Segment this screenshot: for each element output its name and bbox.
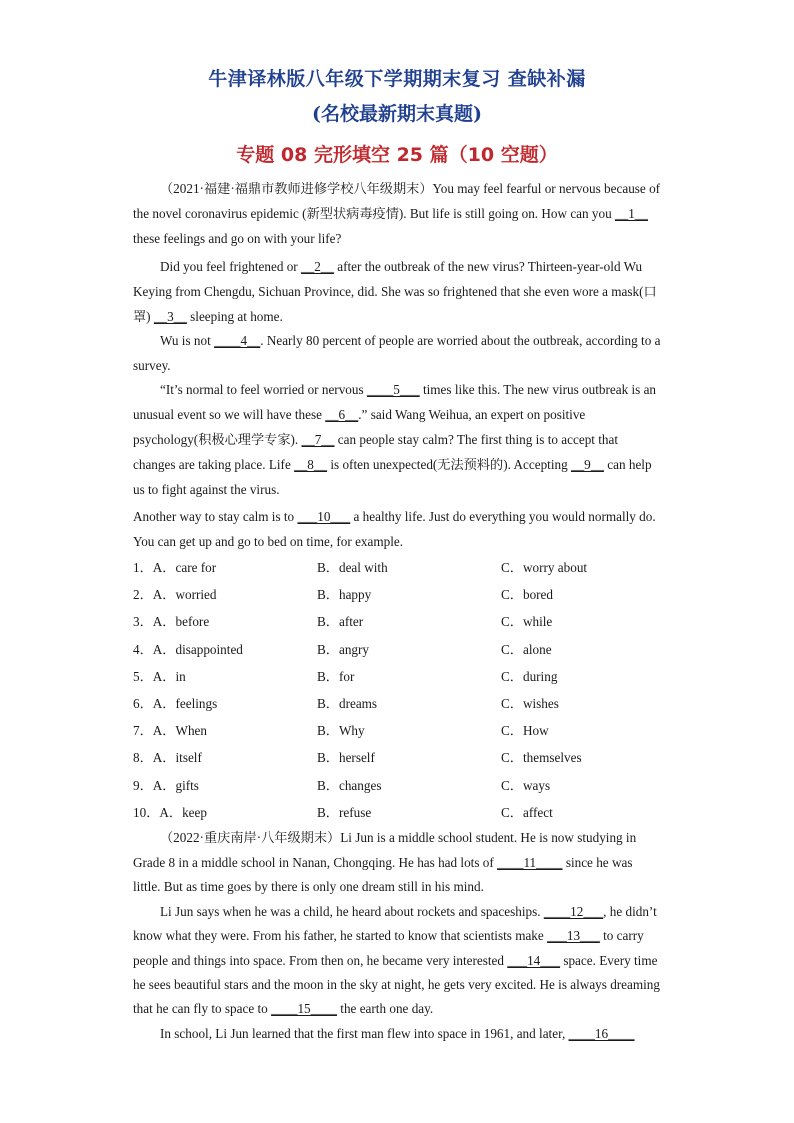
blank-6: __6__ [325, 407, 359, 422]
blank-10: ___10___ [297, 509, 351, 524]
blank-15: ____15____ [271, 1001, 337, 1017]
title-line-3: 专题 08 完形填空 25 篇（10 空题） [236, 144, 558, 166]
text: space. Every time he sees beautiful stars and the moon in the sky at night, he gets very excited. He is always dreaming that he can fly to space to [133, 952, 660, 1017]
option-b: B．refuse [317, 804, 372, 820]
blank-13: ___13___ [547, 928, 600, 944]
text: after the outbreak of the new virus? Thirteen-year-old Wu Keying from Chengdu, Sichuan Province, did. She was so frightened that she even wore a mask(口罩) [133, 259, 657, 324]
passage1-para5 [133, 504, 663, 554]
option-a: 6．A．feelings [133, 695, 218, 711]
text: .” said Wang Weihua, an expert on positive psychology(积极心理学专家). [133, 407, 586, 447]
blank-8: __8__ [294, 457, 328, 472]
text: （2021·福建·福鼎市教师进修学校八年级期末）You may feel fearful or nervous because of the novel coronavirus epidemic (新型状病毒疫情). But life is still going on. How can you [133, 181, 661, 221]
option-c: C．affect [501, 804, 553, 820]
passage2-para3 [133, 1021, 663, 1046]
option-row [133, 636, 663, 663]
option-row [133, 581, 663, 608]
option-row [133, 690, 663, 717]
text: “It’s normal to feel worried or nervous [160, 382, 367, 397]
text: sleeping at home. [186, 309, 283, 324]
text: can people stay calm? The first thing is to accept that changes are taking place. Life [133, 432, 619, 472]
text: （2022·重庆南岸·八年级期末）Li Jun is a middle school student. He is now studying in Grade 8 in a middle school in Nanan, Chongqing. He has had lots of [133, 830, 637, 870]
option-a: 4．A．disappointed [133, 641, 243, 657]
blank-1: __1__ [615, 206, 648, 221]
blank-12: ____12___ [543, 904, 604, 919]
option-c: C．bored [501, 587, 554, 603]
text: to carry people and things into space. From then on, he became very interested [133, 928, 644, 968]
text: can help us to fight against the virus. [133, 457, 652, 497]
passage1-para2 [133, 254, 663, 329]
option-b: B．herself [317, 750, 375, 766]
option-c: C．while [501, 614, 553, 630]
blank-16: ____16____ [568, 1026, 635, 1041]
text: since he was little. But as time goes by there is only one dream still in his mind. [133, 854, 633, 894]
option-row [133, 717, 663, 744]
text: . Nearly 80 percent of people are worried about the outbreak, according to a survey. [133, 333, 661, 373]
option-row [133, 663, 663, 690]
text: times like this. The new virus outbreak is an unusual event so we will have these [133, 382, 657, 422]
title-line-2: (名校最新期末真题) [312, 103, 482, 125]
text: is often unexpected(无法预料的). Accepting [327, 457, 571, 472]
option-c: C．during [501, 668, 558, 684]
option-b: B．changes [317, 777, 382, 793]
option-a: 8．A．itself [133, 750, 202, 766]
option-b: B．for [317, 668, 355, 684]
text: Li Jun says when he was a child, he heard about rockets and spaceships. [160, 904, 544, 919]
passage1-para1 [133, 176, 663, 251]
passage1-para3 [133, 328, 663, 378]
title-line-1: 牛津译林版八年级下学期期末复习 查缺补漏 [208, 68, 586, 90]
option-c: C．How [501, 723, 549, 739]
text: the earth one day. [337, 1001, 434, 1017]
option-row [133, 554, 663, 581]
option-row [133, 608, 663, 635]
option-a: 3．A．before [133, 614, 210, 630]
blank-2: __2__ [301, 259, 334, 274]
option-b: B．happy [317, 587, 372, 603]
option-row [133, 744, 663, 771]
option-a: 10．A．keep [133, 804, 207, 820]
option-b: B．dreams [317, 695, 378, 711]
option-b: B．angry [317, 641, 370, 657]
text: Another way to stay calm is to [133, 509, 298, 524]
option-b: B．after [317, 614, 364, 630]
option-c: C．worry about [501, 560, 588, 575]
option-b: B．deal with [317, 560, 388, 575]
option-c: C．wishes [501, 695, 559, 711]
option-a: 5．A．in [133, 668, 186, 684]
option-c: C．themselves [501, 750, 582, 766]
text: Wu is not [160, 333, 215, 348]
text: , he didn’t know what they were. From his father, he started to know that scientists make [133, 904, 657, 944]
text: Did you feel frightened or [160, 259, 301, 274]
option-a: 2．A．worried [133, 587, 217, 603]
option-row [133, 799, 663, 826]
text: these feelings and go on with your life? [133, 231, 342, 246]
blank-4: ____4__ [214, 333, 261, 348]
blank-5: ____5___ [366, 382, 420, 397]
text: In school, Li Jun learned that the first man flew into space in 1961, and later, [160, 1026, 569, 1041]
blank-3: __3__ [153, 309, 187, 324]
option-row [133, 772, 663, 799]
text: a healthy life. Just do everything you would normally do. You can get up and go to bed on time, for example. [133, 509, 656, 549]
options-list [133, 554, 663, 826]
option-a: 1．A．care for [133, 560, 217, 575]
blank-7: __7__ [301, 432, 335, 447]
passage1-para4 [133, 377, 663, 502]
option-c: C．alone [501, 641, 552, 657]
blank-14: ___14___ [507, 952, 561, 968]
blank-11: ____11____ [497, 854, 563, 870]
option-a: 7．A．When [133, 723, 207, 739]
option-a: 9．A．gifts [133, 777, 199, 793]
option-b: B．Why [317, 723, 365, 739]
blank-9: __9__ [570, 457, 604, 472]
passage2-para2 [133, 900, 663, 1021]
passage2-para1 [133, 826, 663, 900]
option-c: C．ways [501, 777, 551, 793]
